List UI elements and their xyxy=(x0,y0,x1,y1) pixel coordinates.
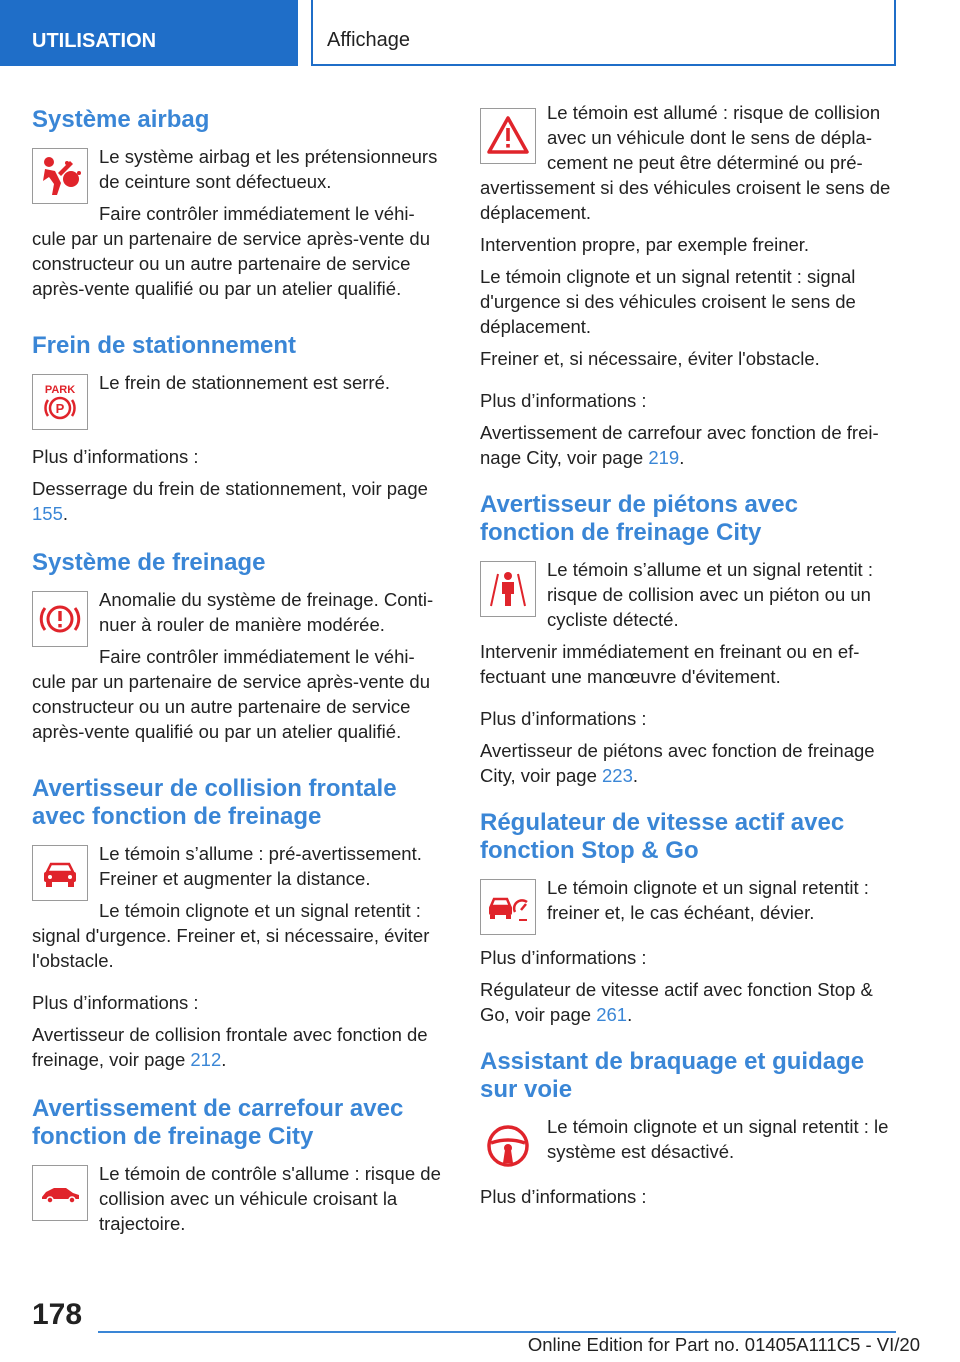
pedestrian-ref-text: Avertisseur de piétons avec fonction de freinage City, voir page xyxy=(480,740,875,786)
pedestrian-ref-link[interactable]: 223 xyxy=(602,765,633,786)
footer-divider xyxy=(98,1331,896,1333)
brake-text-2a: Faire contrôler immédiatement le véhi- xyxy=(99,646,415,667)
acc-warning-icon xyxy=(480,879,536,935)
acc-block xyxy=(480,875,898,935)
heading-acc: Régulateur de vitesse actif avec fonction Stop & Go xyxy=(480,809,845,864)
right-column xyxy=(480,100,898,1216)
airbag-text-2b: cule par un partenaire de service après-vente du constructeur ou un autre partenaire de service après-vente qualifié ou par un atelier qualifié. xyxy=(32,228,430,299)
steering-more: Plus d’informations : xyxy=(480,1186,647,1207)
crossing-cont-text-2: Intervention propre, par exemple freiner. xyxy=(480,234,810,255)
airbag-text-2a: Faire contrôler immédiatement le véhi- xyxy=(99,203,415,224)
crossing-text-1: Le témoin de contrôle s'allume : risque de collision avec un véhicule croisant la trajectoire. xyxy=(99,1163,441,1234)
crossing-more: Plus d’informations : xyxy=(480,390,647,411)
heading-pedestrian-warning: Avertisseur de piétons avec fonction de freinage City xyxy=(480,491,798,546)
brake-block xyxy=(32,587,450,669)
heading-airbag: Système airbag xyxy=(32,106,210,133)
frontal-text-1: Le témoin s’allume : pré-avertissement. Freiner et augmenter la distance. xyxy=(99,843,422,889)
frontal-ref-text: Avertisseur de collision frontale avec fonction de freinage, voir page xyxy=(32,1024,428,1070)
heading-steering-assist: Assistant de braquage et guidage sur voie xyxy=(480,1048,865,1103)
heading-frontal-collision: Avertisseur de collision frontale avec fonction de freinage xyxy=(32,775,397,830)
brake-text-1: Anomalie du système de freinage. Conti-nuer à rouler de manière modérée. xyxy=(99,589,434,635)
parking-ref-text: Desserrage du frein de stationnement, voir page xyxy=(32,478,428,499)
crossing-cont-text-3: Le témoin clignote et un signal retentit : signal d'urgence si des véhicules croisent le sens de déplacement. xyxy=(480,266,856,337)
brake-text-2b: cule par un partenaire de service après-vente du constructeur ou un autre partenaire de service après-vente qualifié ou par un atelier qualifié. xyxy=(32,671,430,742)
crossing-cont-text-1b: avertissement si des véhicules croisent le sens de déplacement. xyxy=(480,177,891,223)
heading-parking-brake: Frein de stationnement xyxy=(32,332,297,359)
pedestrian-ref: Avertisseur de piétons avec fonction de freinage City, voir page 223. xyxy=(480,740,875,786)
left-column xyxy=(32,100,450,1243)
steering-wheel-icon xyxy=(480,1118,536,1174)
section-tab: UTILISATION xyxy=(0,0,298,66)
pedestrian-block xyxy=(480,557,898,632)
steering-block xyxy=(480,1114,898,1174)
frontal-text-2a: Le témoin clignote et un signal retentit : xyxy=(99,900,421,921)
crossing-ref: Avertissement de carrefour avec fonction de frei-nage City, voir page 219. xyxy=(480,422,879,468)
acc-more: Plus d’informations : xyxy=(480,947,647,968)
acc-ref-link[interactable]: 261 xyxy=(596,1004,628,1025)
acc-ref: Régulateur de vitesse actif avec fonction Stop & Go, voir page 261. xyxy=(480,979,873,1025)
page-number: 178 xyxy=(32,1298,83,1331)
car-front-warning-icon xyxy=(32,845,88,901)
pedestrian-text-1: Le témoin s’allume et un signal retentit : risque de collision avec un piéton ou un cycliste détecté. xyxy=(547,559,873,630)
acc-text-1: Le témoin clignote et un signal retentit : freiner et, le cas échéant, dévier. xyxy=(547,877,869,923)
pedestrian-text-2: Intervenir immédiatement en freinant ou en ef-fectuant une manœuvre d'évitement. xyxy=(480,641,860,687)
parking-more: Plus d’informations : xyxy=(32,446,199,467)
pedestrian-more: Plus d’informations : xyxy=(480,708,647,729)
frontal-ref: Avertisseur de collision frontale avec fonction de freinage, voir page 212. xyxy=(32,1024,428,1070)
crossing-ref-text: Avertissement de carrefour avec fonction de frei-nage City, voir page xyxy=(480,422,879,468)
topic-title: Affichage xyxy=(311,0,896,66)
frontal-block xyxy=(32,841,450,923)
page-header xyxy=(0,0,960,66)
acc-ref-text: Régulateur de vitesse actif avec fonction Stop & Go, voir page xyxy=(480,979,873,1025)
crossing-cont-text-1a: Le témoin est allumé : risque de collision avec un véhicule dont le sens de dépla-cement ne peut être déterminé ou pré- xyxy=(547,102,881,173)
car-side-warning-icon xyxy=(32,1165,88,1221)
frontal-ref-link[interactable]: 212 xyxy=(190,1049,222,1070)
steering-text-1: Le témoin clignote et un signal retentit : le système est désactivé. xyxy=(547,1116,889,1162)
brake-warning-icon xyxy=(32,591,88,647)
pedestrian-warning-icon xyxy=(480,561,536,617)
crossing-block xyxy=(32,1161,450,1236)
airbag-block xyxy=(32,144,450,226)
parking-ref-link[interactable]: 155 xyxy=(32,503,63,524)
parking-ref: Desserrage du frein de stationnement, voir page 155. xyxy=(32,478,428,524)
parking-block xyxy=(32,370,450,434)
crossing-cont-text-4: Freiner et, si nécessaire, éviter l'obstacle. xyxy=(480,348,820,369)
crossing-cont-block xyxy=(480,100,898,175)
airbag-warning-icon xyxy=(32,148,88,204)
parking-text-1: Le frein de stationnement est serré. xyxy=(99,372,391,393)
frontal-text-2b: signal d'urgence. Freiner et, si nécessaire, éviter l'obstacle. xyxy=(32,925,430,971)
parking-brake-icon xyxy=(32,374,88,430)
park-icon-label: PARK xyxy=(44,384,76,396)
crossing-ref-link[interactable]: 219 xyxy=(648,447,680,468)
frontal-more: Plus d’informations : xyxy=(32,992,199,1013)
edition-text: Online Edition for Part no. 01405A111C5 - VI/20 xyxy=(527,1334,920,1355)
svg-text:P: P xyxy=(55,401,65,416)
triangle-warning-icon xyxy=(480,108,536,164)
heading-brake-system: Système de freinage xyxy=(32,549,266,576)
airbag-text-1: Le système airbag et les prétensionneurs de ceinture sont défectueux. xyxy=(99,146,438,192)
heading-crossing-warning: Avertissement de carrefour avec fonction de freinage City xyxy=(32,1095,404,1150)
